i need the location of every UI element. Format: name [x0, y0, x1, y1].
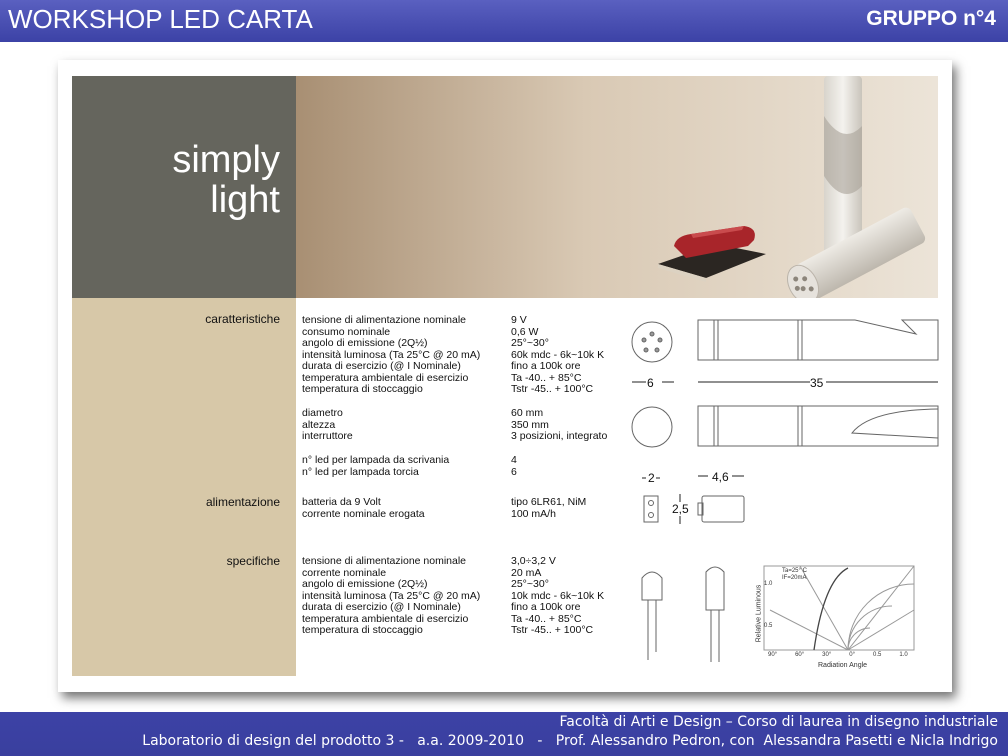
legend-temp: Ta=25° C [782, 568, 807, 574]
spec-value: 25°~30° [511, 337, 549, 349]
section-caratteristiche: caratteristiche [205, 312, 280, 326]
hero-title-panel [72, 76, 296, 298]
spec-label: intensità luminosa (Ta 25°C @ 20 mA) [302, 589, 481, 602]
spec-value: 0,6 W [511, 325, 539, 338]
header-title: WORKSHOP LED CARTA [8, 4, 313, 34]
legend-current: IF=20mA [782, 575, 807, 581]
spec-label: consumo nominale [302, 325, 391, 338]
spec-value: 25°~30° [511, 578, 549, 590]
x-tick: 1.0 [899, 652, 908, 658]
spec-value: 6 [511, 465, 517, 478]
dimension-values [511, 408, 607, 443]
led-datasheet-drawing [642, 567, 724, 662]
switch-front-view [644, 496, 658, 522]
hero-title [172, 140, 280, 220]
alimentazione-labels [302, 497, 425, 520]
x-tick: 30° [822, 652, 832, 658]
dimension-labels [302, 408, 353, 443]
caratteristiche-values [511, 315, 604, 396]
caratteristiche-labels [302, 315, 480, 396]
x-tick: 0° [849, 652, 855, 658]
spec-label: angolo di emissione (2Q½) [302, 578, 428, 590]
group-label: GRUPPO n°4 [866, 7, 996, 30]
spec-label: batteria da 9 Volt [302, 496, 381, 508]
spec-label: tensione di alimentazione nominale [302, 314, 467, 326]
spec-value: 9 V [511, 314, 527, 326]
spec-label: interruttore [302, 430, 353, 442]
dim-switch-width: 2 [648, 471, 655, 485]
spec-label: intensità luminosa (Ta 25°C @ 20 mA) [302, 348, 481, 361]
dim-torch-diameter: 6 [647, 376, 654, 390]
torch-side-view [698, 320, 938, 360]
spec-value: Ta -40.. + 85°C [511, 371, 582, 384]
spec-value: 350 mm [511, 418, 549, 431]
dim-length: 35 [810, 376, 824, 390]
x-tick: 0.5 [872, 652, 882, 658]
spec-label: temperatura ambientale di esercizio [302, 371, 469, 384]
alimentazione-values [511, 497, 586, 520]
radiation-legend [782, 568, 807, 582]
spec-label: altezza [302, 418, 336, 431]
spec-value: 3 posizioni, integrato [511, 430, 608, 442]
radiation-ylabel: Relative Luminous [755, 584, 763, 643]
footer-course: Laboratorio di design del prodotto 3 - a.a. 2009-2010 - Prof. Alessandro Pedron, con Alessandra Pasetti e Nicla Indrigo [142, 733, 998, 749]
section-specifiche: specifiche [226, 554, 280, 568]
torch-front-view [632, 322, 672, 362]
radiation-x-ticks [768, 652, 908, 658]
led-count-values [511, 455, 517, 478]
radiation-y-ticks [764, 563, 772, 647]
spec-value: 20 mA [511, 566, 542, 579]
spec-value: 3,0÷3,2 V [511, 555, 556, 567]
spec-value: 4 [511, 454, 517, 466]
spec-label: corrente nominale [302, 566, 387, 579]
spec-label: temperatura di stoccaggio [302, 624, 423, 636]
section-alimentazione: alimentazione [205, 495, 280, 509]
spec-value: fino a 100k ore [511, 601, 581, 613]
spec-value: Tstr -45.. + 100°C [511, 624, 594, 636]
spec-label: tensione di alimentazione nominale [302, 555, 467, 567]
spec-label: durata di esercizio (@ I Nominale) [302, 360, 461, 372]
spec-value: tipo 6LR61, NiM [511, 496, 587, 508]
x-tick: 60° [795, 652, 805, 658]
product-photo [296, 76, 938, 298]
spec-value: 10k mdc - 6k~10k K [511, 589, 605, 602]
footer-bar [0, 712, 1008, 756]
spec-value: Ta -40.. + 85°C [511, 612, 582, 625]
specifiche-labels [302, 556, 480, 637]
radiation-xlabel: Radiation Angle [818, 662, 868, 669]
specifiche-values [511, 556, 604, 637]
spec-label: n° led per lampada torcia [302, 465, 419, 478]
footer-faculty: Facoltà di Arti e Design – Corso di laurea in disegno industriale [559, 714, 998, 730]
spec-value: fino a 100k ore [511, 360, 581, 372]
spec-label: temperatura di stoccaggio [302, 383, 423, 395]
spec-label: corrente nominale erogata [302, 507, 425, 520]
spec-value: 100 mA/h [511, 507, 556, 520]
spec-label: n° led per lampada da scrivania [302, 454, 450, 466]
dim-switch-length: 4,6 [712, 470, 729, 484]
product-photo-illustration [296, 76, 938, 298]
sidebar-panel [72, 298, 296, 676]
spec-label: diametro [302, 407, 343, 419]
y-tick: 1.0 [764, 581, 773, 587]
hero-title-line2: light [210, 179, 280, 221]
desk-lamp-top-view [632, 407, 672, 447]
technical-drawings [620, 310, 950, 690]
spec-value: Tstr -45.. + 100°C [511, 383, 594, 395]
switch-side-view [702, 496, 744, 522]
spec-label: angolo di emissione (2Q½) [302, 337, 428, 349]
spec-label: temperatura ambientale di esercizio [302, 612, 469, 625]
led-count-labels [302, 455, 449, 478]
spec-value: 60 mm [511, 407, 544, 419]
y-tick: 0.5 [764, 623, 773, 629]
spec-value: 60k mdc - 6k~10k K [511, 348, 605, 361]
header-bar [0, 0, 1008, 42]
hero-title-line1: simply [172, 139, 280, 181]
spec-label: durata di esercizio (@ I Nominale) [302, 601, 461, 613]
x-tick: 90° [768, 652, 778, 658]
dim-switch-height: 2,5 [672, 502, 689, 516]
